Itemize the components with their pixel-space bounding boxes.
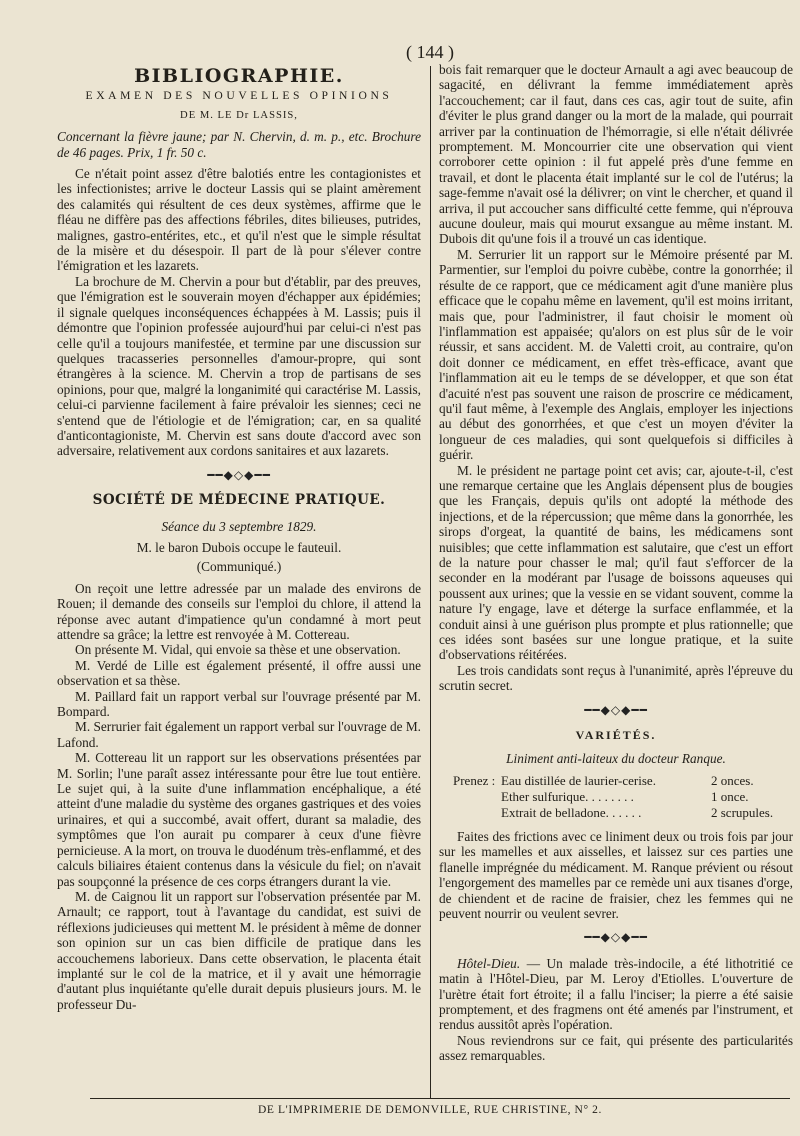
paragraph: Ce n'était point assez d'être balotiés entre les contagionistes et les infectionistes; arrive le docteur Lassis qui se plaint amèrement des calamités qui résultent de ces deux systèmes, affirme que le fléau ne diffère pas des affections fébriles, dites bilieuses, putrides, malignes, gastro-entérites, etc., et qu'il n'est que le simple résultat de la misère et du désespoir. Il part de là pour s'élever contre l'émigration et les lazarets.: [57, 166, 421, 274]
recipe-quantity: 2 scrupules.: [711, 804, 774, 820]
paragraph: M. Cottereau lit un rapport sur les observations présentées par M. Sorlin; l'une paraît assez intéressante pour être lue tout entière. Le sujet qui, à la suite d'une inflammation encéphalique, a été atteint d'une maladie du système des organes gastriques et des voies urinaires, et qui a succombé, avait offert, durant sa maladie, des symptômes que l'on aurait pu comparer à ceux d'une fièvre pernicieuse. A la mort, on trouva le duodénum très-enflammé, et des calculs biliaires étaient contenus dans la vésicule du fiel; on n'avait pas soupçonné la présence de ces corps étrangers durant la vie.: [57, 750, 421, 889]
recipe-ingredient: Eau distillée de laurier-cerise.: [501, 772, 656, 788]
paragraph: M. Serrurier lit un rapport sur le Mémoire présenté par M. Parmentier, sur l'emploi du poivre cubèbe, contre la gonorrhée; il résulte de ce rapport, que ce médicament agit d'une manière plus efficace que le copahu même en lavement, qu'il est moins irritant, mais que, pour l'administrer, il faut choisir le moment où l'inflammation est appaisée; qu'alors on est plus sûr de le voir réussir, et sans accident. M. de Valetti croit, au contraire, qu'on doit donner ce médicament, en effet très-efficace, avant que l'inflammation ait eu le temps de se développer, et que son état d'acuité n'est pas souvent une raison de proscrire ce médicament, qu'il faut même, à l'exemple des Anglais, employer les injections au début des gonorrhées, et que c'est un moyen d'éviter la longueur de ces maladies, qui sont quelquefois si difficiles à guérir.: [439, 246, 793, 463]
section-title-bibliographie: BIBLIOGRAPHIE.: [134, 65, 344, 87]
recipe-ingredient: Ether sulfurique. . . . . . . .: [501, 788, 634, 804]
left-column: [57, 62, 421, 1012]
paragraph: Les trois candidats sont reçus à l'unanimité, après l'épreuve du scrutin secret.: [439, 662, 793, 694]
paragraph: Nous reviendrons sur ce fait, qui présente des particularités assez remarquables.: [439, 1032, 793, 1064]
paragraph: bois fait remarquer que le docteur Arnault a agi avec beaucoup de sagacité, en délivrant la femme immédiatement après l'accouchement; car il faut, dans ces cas, agir tout de suite, afin d'éviter le plus grand danger ou la mort de la malade, qui pourrait arriver par la continuation de l'hémorragie, si elle n'était délivrée promptement. M. Moncourrier cite une observation qui vient corroborer cette opinion : il fut appelé près d'une femme en travail, et dont le placenta était implanté sur le col de l'utérus; la sage-femme n'avait osé la délivrer; on vint le chercher, et quand il arriva, il put accoucher sans difficulté cette femme, qui n'éprouva aucune douleur, mais qui mourut exsangue au même instant. M. Dubois dit qu'une fois il a trouvé un cas identique.: [439, 62, 793, 247]
printer-footer: DE L'IMPRIMERIE DE DEMONVILLE, RUE CHRISTINE, N° 2.: [258, 1104, 602, 1116]
article-concerning: Concernant la fièvre jaune; par N. Chervin, d. m. p., etc. Brochure de 46 pages. Prix, 1 fr. 50 c.: [57, 129, 421, 160]
hotel-dieu-label: Hôtel-Dieu.: [457, 955, 521, 971]
section-title-societe: SOCIÉTÉ DE MÉDECINE PRATIQUE.: [92, 492, 386, 509]
paragraph: M. de Caignou lit un rapport sur l'observation présentée par M. Arnault; ce rapport, tout à l'avantage du candidat, est suivi de réflexions judicieuses qui mettent M. le président à même de donner son opinion sur un cas bien difficile de pratique dans les accouchemens laborieux. Dans cette observation, le placenta était implanté sur le col de la matrice, et il y avait une hémorragie d'autant plus inquiétante qu'elle durait depuis plusieurs jours. M. le professeur Du-: [57, 888, 421, 1012]
paragraph: On présente M. Vidal, qui envoie sa thèse et une observation.: [75, 642, 401, 658]
recipe-row: [439, 789, 793, 805]
seance-date: Séance du 3 septembre 1829.: [161, 518, 317, 534]
recipe-quantity: 1 once.: [711, 788, 749, 804]
article-subtitle: EXAMEN DES NOUVELLES OPINIONS: [85, 89, 393, 103]
recipe-label: Prenez :: [453, 772, 496, 788]
paragraph: M. le président ne partage point cet avis; car, ajoute-t-il, c'est une remarque certaine que les Anglais dépensent plus de bougies que les Français, depuis qu'ils ont adopté la méthode des injections, et de la répercussion; que même dans la gonorrhée, les sirops d'orgeat, la quantité de bains, les médicamens sont nuisibles; que cette inflammation est salutaire, que c'est un effort de la nature pour chasser le mal; qu'il faut s'efforcer de la seconder en la modérant par l'usage de boissons aqueuses qui poussent aux urines; que la vessie en se vidant souvent, comme la nature l'y engage, lave et déterge la surface enflammée, et la conduit ainsi à une guérison plus prompte et plus rationnelle; que ces idées sont basées sur une longue pratique, et la suite d'observations réitérées.: [439, 462, 793, 663]
president-line: M. le baron Dubois occupe le fauteuil.: [136, 539, 342, 555]
ornament-divider: ━━◆◇◆━━: [207, 467, 271, 482]
article-byline: DE M. LE Dr LASSIS,: [180, 109, 298, 121]
column-divider: [430, 66, 431, 1098]
paragraph: M. Serrurier fait également un rapport verbal sur l'ouvrage de M. Lafond.: [57, 719, 421, 750]
section-title-varietes: VARIÉTÉS.: [575, 728, 657, 743]
hotel-dieu-text: — Un malade très-indocile, a été lithotritié ce matin à l'Hôtel-Dieu, par M. Leroy d'Etiolles. L'ouverture de l'urètre était fort étroite; il a fallu l'inciser; la pierre a été saisie promptement, et des fragmens ont été amenés par l'instrument, et rendus aussitôt après l'opération.: [439, 955, 793, 1033]
recipe-quantity: 2 onces.: [711, 772, 754, 788]
recipe-row: [439, 805, 793, 821]
communique-label: (Communiqué.): [196, 559, 282, 575]
ornament-divider: ━━◆◇◆━━: [584, 702, 648, 717]
liniment-title: Liniment anti-laiteux du docteur Ranque.: [506, 751, 726, 767]
recipe-table: [439, 773, 793, 821]
paragraph: Faites des frictions avec ce liniment deux ou trois fois par jour sur les mamelles et aux aisselles, et laissez sur ces parties une flanelle imprégnée du médicament. M. Ranque prévient ou résout l'engorgement des mamelles par ce remède uni aux tisanes d'orge, de chiendent et de racine de fraisier, chez les femmes qui ne peuvent nourrir ou veulent sevrer.: [439, 828, 793, 921]
paragraph: On reçoit une lettre adressée par un malade des environs de Rouen; il demande des conseils sur l'emploi du chlore, il attend la réponse avec autant d'impatience qu'un condamné à mort peut attendre sa grâce; la lettre est renvoyée à M. Cottereau.: [57, 580, 421, 642]
ornament-divider: ━━◆◇◆━━: [584, 930, 648, 945]
paragraph: M. Paillard fait un rapport verbal sur l'ouvrage présenté par M. Bompard.: [57, 688, 421, 720]
footer-rule: [90, 1098, 790, 1099]
recipe-row: [439, 773, 793, 789]
paragraph: La brochure de M. Chervin a pour but d'établir, par des preuves, que l'émigration est le souverain moyen d'échapper aux épidémies; il signale quelques inconséquences échappées à M. Lassis; puis il démontre que l'opinion professée aujourd'hui par celui-ci n'est pas celle qu'il a toujours manifestée, et termine par une discussion sur quelques tracasseries personnelles d'amour-propre, qui sont étrangères à la science. M. Chervin a trop de partisans de ses opinions, pour que, malgré la longanimité qui caractérise M. Lassis, celui-ci parvienne facilement à faire prévaloir les siennes; ceci ne s'entend que de l'étiologie et de l'émigration; car, en sa qualité d'anticontagioniste, M. Chervin est sans doute d'accord avec son adversaire, relativement aux cordons sanitaires et aux lazarets.: [57, 273, 421, 459]
recipe-ingredient: Extrait de belladone. . . . . .: [501, 804, 642, 820]
paragraph: M. Verdé de Lille est également présenté, il offre aussi une observation et sa thèse.: [57, 657, 421, 689]
page-number: ( 144 ): [406, 42, 454, 62]
paragraph-hotel-dieu: [439, 956, 793, 1033]
right-column: [439, 62, 793, 1064]
